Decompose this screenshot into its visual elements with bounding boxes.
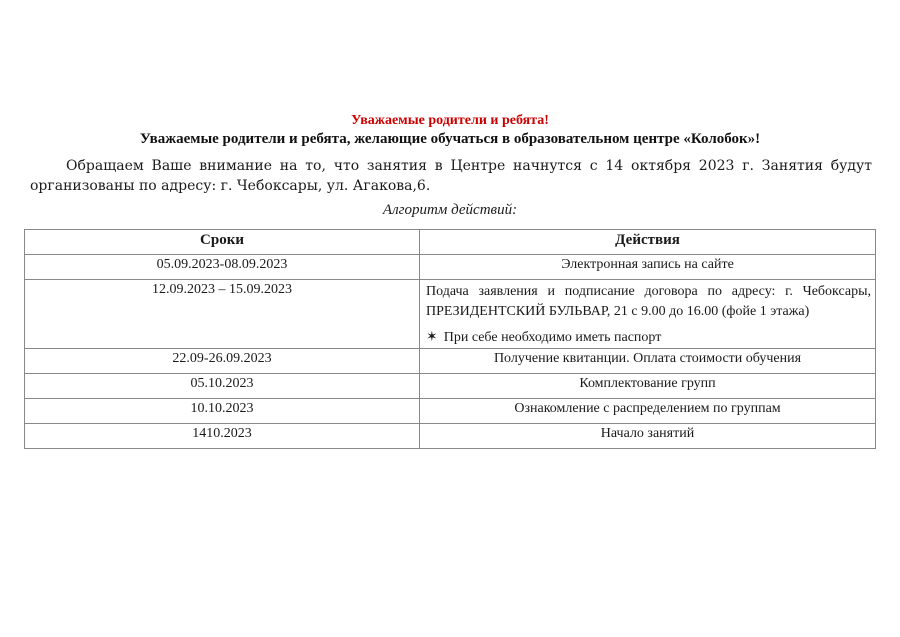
row-date: 10.10.2023 bbox=[25, 399, 420, 424]
heading-red: Уважаемые родители и ребята! bbox=[351, 113, 549, 128]
row-date: 05.09.2023-08.09.2023 bbox=[25, 255, 420, 280]
intro-text: Обращаем Ваше внимание на то, что занятия в Центре начнутся с 14 октября 2023 г. Занятия будут организованы по адресу: г. Чебоксары, ул. Агакова,6. bbox=[30, 158, 872, 194]
algorithm-caption: Алгоритм действий: bbox=[382, 202, 518, 218]
row-action: Получение квитанции. Оплата стоимости обучения bbox=[420, 349, 876, 374]
passport-note-text: При себе необходимо иметь паспорт bbox=[443, 330, 662, 345]
passport-note bbox=[426, 328, 871, 348]
row-date: 05.10.2023 bbox=[25, 374, 420, 399]
table-row bbox=[25, 280, 876, 349]
row-action: Подача заявления и подписание договора по адресу: г. Чебоксары, ПРЕЗИДЕНТСКИЙ БУЛЬВАР, 21 с 9.00 до 16.00 (фойе 1 этажа) bbox=[426, 284, 871, 319]
table-row bbox=[25, 349, 876, 374]
table-row bbox=[25, 424, 876, 449]
table-row bbox=[25, 399, 876, 424]
heading-main: Уважаемые родители и ребята, желающие обучаться в образовательном центре «Колобок»! bbox=[139, 131, 761, 147]
schedule-table bbox=[24, 229, 876, 449]
header-dates: Сроки bbox=[25, 230, 420, 255]
row-action-cell bbox=[420, 280, 876, 349]
table-row bbox=[25, 374, 876, 399]
row-action: Комплектование групп bbox=[420, 374, 876, 399]
row-action: Электронная запись на сайте bbox=[420, 255, 876, 280]
table-row bbox=[25, 255, 876, 280]
star-icon: ✶ bbox=[426, 330, 438, 345]
row-date: 12.09.2023 – 15.09.2023 bbox=[25, 280, 420, 349]
row-date: 1410.2023 bbox=[25, 424, 420, 449]
row-action: Начало занятий bbox=[420, 424, 876, 449]
row-date: 22.09-26.09.2023 bbox=[25, 349, 420, 374]
intro-paragraph bbox=[30, 156, 872, 196]
table-header-row bbox=[25, 230, 876, 255]
row-action: Ознакомление с распределением по группам bbox=[420, 399, 876, 424]
header-actions: Действия bbox=[420, 230, 876, 255]
